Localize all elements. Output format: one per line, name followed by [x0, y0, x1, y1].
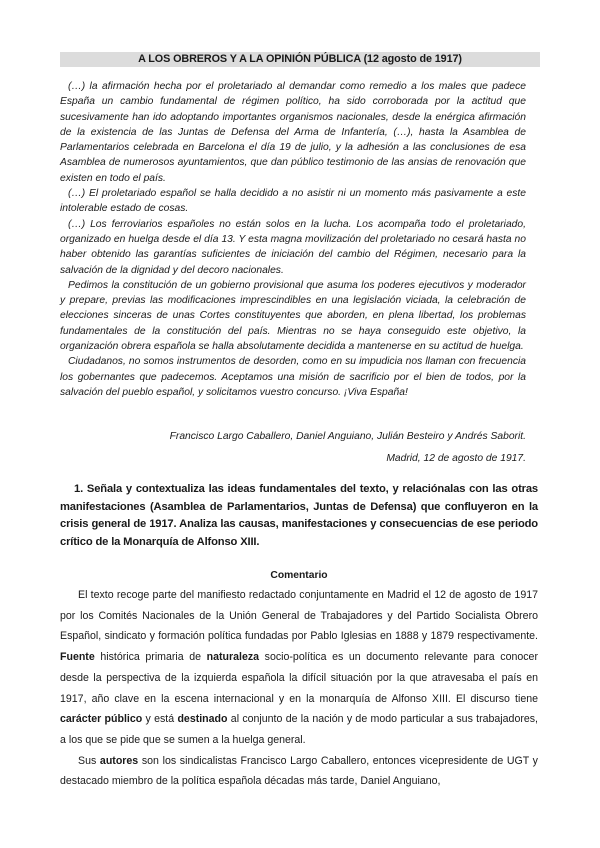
body-text: Sus: [78, 754, 97, 767]
manifesto-quote: [60, 79, 526, 400]
signer-names: Francisco Largo Caballero, Daniel Anguiano, Julián Besteiro y Andrés Saborit.: [169, 431, 526, 442]
body-text: histórica primaria de: [100, 651, 202, 664]
keyword-fuente: Fuente: [60, 651, 95, 664]
exam-question: 1. Señala y contextualiza las ideas fundamentales del texto, y relaciónalas con las otras manifestaciones (Asamblea de Parlamentarios, Juntas de Defensa) que confluyeron en la crisis general de 1917. Analiza las causas, manifestaciones y consecuencias de ese periodo crítico de la Monarquía de Alfonso XIII.: [60, 483, 538, 548]
quote-paragraph: (…) El proletariado español se halla decidido a no asistir ni un momento más pasivamente a este intolerable estado de cosas.: [60, 188, 526, 215]
body-paragraph: [60, 585, 538, 751]
comentario-heading: Comentario: [270, 570, 328, 581]
quote-paragraph: (…) la afirmación hecha por el proletariado al demandar como remedio a los males que padece España un cambio fundamental de régimen político, ha sido corroborada por la actitud que sucesivamente han ido adoptando importantes organismos nacionales, desde la enérgica afirmación de la existencia de las Juntas de Defensa del Arma de Infantería, (…), hasta la Asamblea de Parlamentarios celebrada en Barcelona el día 19 de julio, y la adhesión a las conclusiones de esa Asamblea de numerosos ayuntamientos, que dan público testimonio de las ansias de renovación que existen en todo el país.: [60, 81, 526, 184]
document-title: A LOS OBREROS Y A LA OPINIÓN PÚBLICA (12 agosto de 1917): [60, 52, 540, 67]
body-text: son los sindicalistas Francisco Largo Caballero, entonces vicepresidente de UGT y destacado miembro de la política española décadas más tarde, Daniel Anguiano,: [60, 754, 538, 788]
keyword-naturaleza: naturaleza: [206, 651, 260, 664]
keyword-caracter: carácter público: [60, 713, 143, 726]
keyword-autores: autores: [99, 754, 139, 767]
body-text: al conjunto de la nación y de modo particular a sus trabajadores, a los que se pide que se sumen a la huelga general.: [60, 713, 539, 746]
quote-paragraph: Pedimos la constitución de un gobierno provisional que asuma los poderes ejecutivos y moderador y prepare, previas las modificaciones imprescindibles en una legislación viciada, la celebración de elecciones sinceras de unas Cortes constituyentes que aborden, en plena libertad, los problemas fundamentales de la constitución del país. Mientras no se haya conseguido este objetivo, la organización obrera española se halla absolutamente decidida a mantenerse en su actitud de huelga.: [60, 279, 526, 353]
commentary-body: [60, 585, 538, 792]
quote-paragraph: Ciudadanos, no somos instrumentos de desorden, como en su impudicia nos llaman con frecuencia los gobernantes que padecemos. Aceptamos una misión de sacrificio por el bien de todos, por la salvación del pueblo español, y solicitamos vuestro concurso. ¡Viva España!: [60, 356, 526, 398]
body-paragraph: [60, 751, 538, 792]
body-text: El texto recoge parte del manifiesto redactado conjuntamente en Madrid el 12 de agosto de 1917 por los Comités Nacionales de la Unión General de Trabajadores y del Partido Socialista Obrero Español, sindicato y formación política fundadas por Pablo Iglesias en 1888 y 1879 respectivamente.: [60, 589, 538, 643]
body-text: y está: [145, 713, 175, 726]
signature-block: [170, 429, 526, 473]
body-text: socio-política es un documento relevante para conocer desde la perspectiva de la izquierda española la difícil situación por la que atravesaba el país en 1917, año clave en la escena internacional y en la monarquía de Alfonso XIII. El discurso tiene: [60, 651, 538, 705]
quote-paragraph: (…) Los ferroviarios españoles no están solos en la lucha. Los acompaña todo el proletariado, organizado en huelga desde el día 13. Y esta magna movilización del proletariado no cesará hasta no haber obtenido las garantías suficientes de iniciación del cambio del Régimen, necesario para la salvación de la dignidad y del decoro nacionales.: [60, 218, 526, 276]
keyword-destinado: destinado: [177, 713, 228, 726]
place-date: Madrid, 12 de agosto de 1917.: [386, 453, 526, 464]
